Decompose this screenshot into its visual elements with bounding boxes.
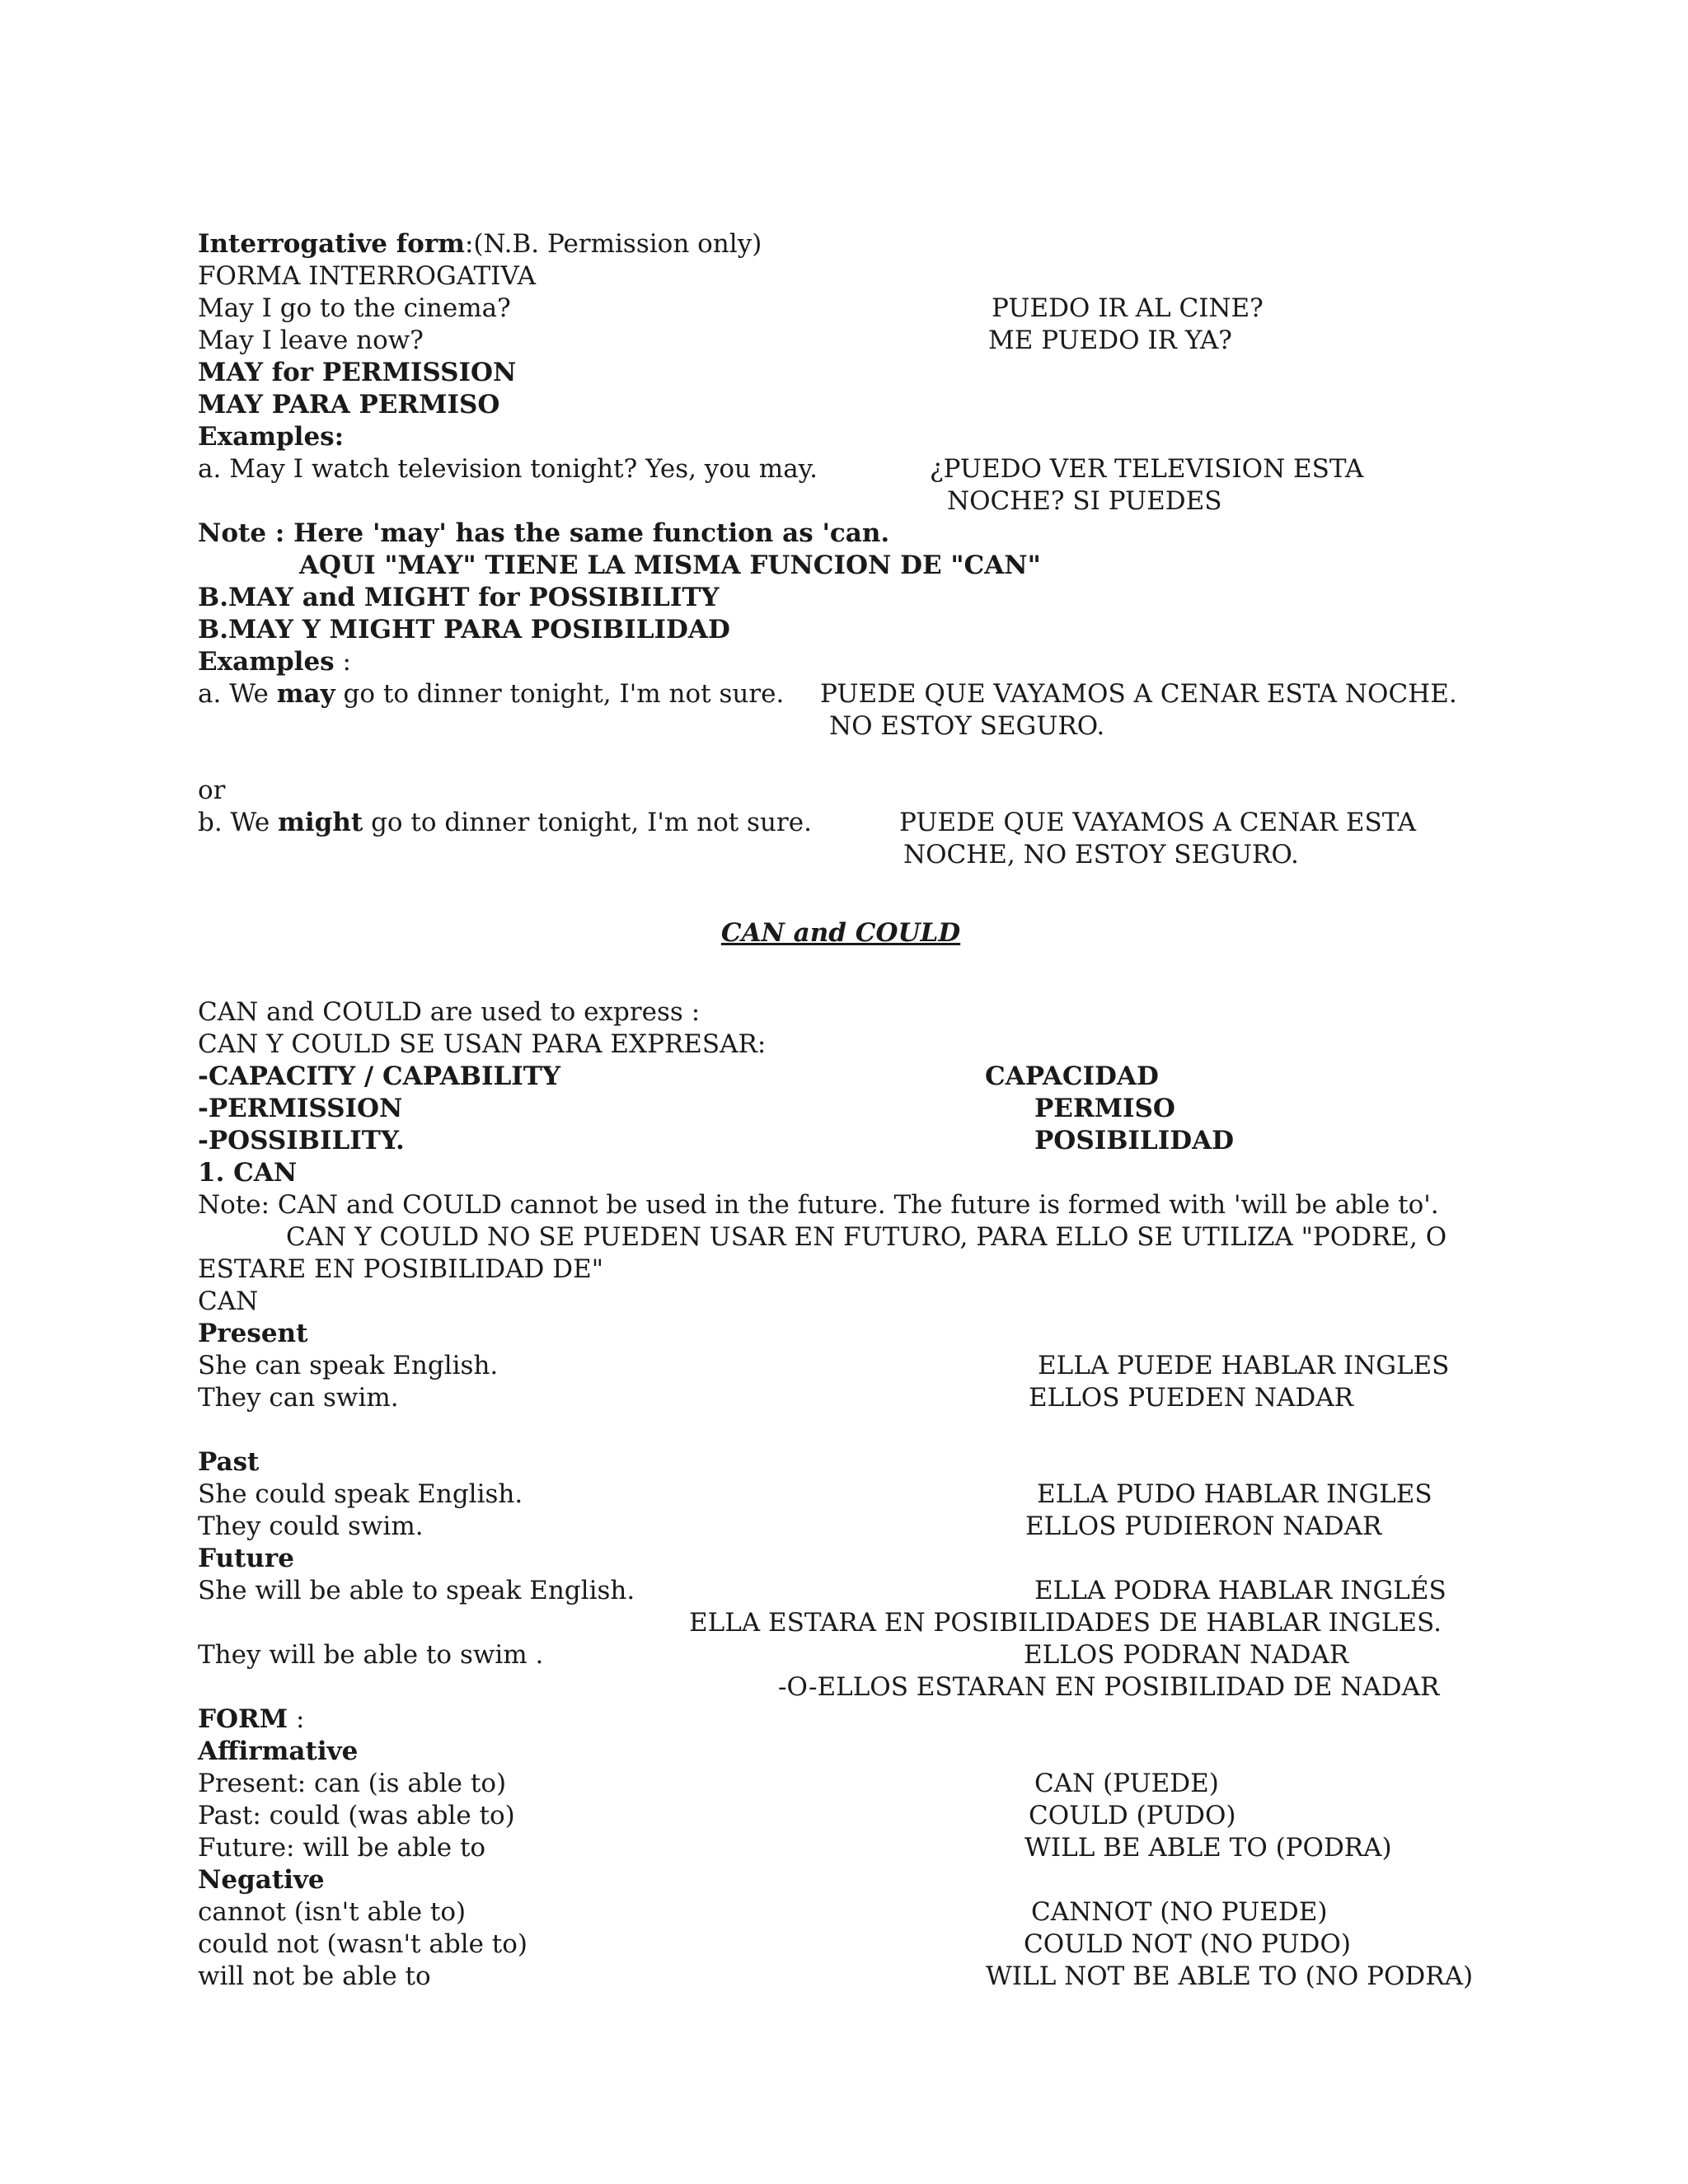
possibility-ex-b-es-2: NOCHE, NO ESTOY SEGURO.	[903, 840, 1299, 869]
future-label: Future	[198, 1544, 294, 1573]
possibility-examples-colon: :	[334, 647, 351, 677]
possibility-ex-a-prefix: a. We	[198, 679, 277, 709]
can-could-note-es-2: ESTARE EN POSIBILIDAD DE"	[198, 1254, 603, 1284]
possibility-examples-word: Examples	[198, 647, 335, 677]
possibility-heading: B.MAY and MIGHT for POSSIBILITY	[198, 583, 720, 612]
may-permission-examples-label: Examples:	[198, 422, 345, 452]
can-could-intro: CAN and COULD are used to express :	[198, 997, 701, 1027]
past-ex2-es: ELLOS PUDIERON NADAR	[1025, 1511, 1382, 1541]
interrogative-heading-es: FORMA INTERROGATIVA	[198, 261, 537, 291]
section-1-can: 1. CAN	[198, 1158, 298, 1188]
possibility-ex-b-suffix: go to dinner tonight, I'm not sure.	[363, 808, 812, 837]
interrogative-ex1-es: PUEDO IR AL CINE?	[992, 293, 1264, 323]
affirmative-present-es: CAN (PUEDE)	[1034, 1769, 1219, 1798]
negative-label: Negative	[198, 1865, 325, 1895]
future-ex2-en: They will be able to swim .	[198, 1640, 544, 1670]
use-possibility-en: -POSSIBILITY.	[198, 1126, 405, 1155]
may-permission-heading-es: MAY PARA PERMISO	[198, 390, 500, 419]
present-ex1-en: She can speak English.	[198, 1351, 499, 1380]
negative-present-es: CANNOT (NO PUEDE)	[1031, 1897, 1328, 1927]
possibility-ex-a-es-1: PUEDE QUE VAYAMOS A CENAR ESTA NOCHE.	[820, 679, 1457, 709]
possibility-ex-b-en	[198, 807, 812, 838]
possibility-ex-a-es-2: NO ESTOY SEGURO.	[829, 711, 1105, 741]
possibility-ex-b-es-1: PUEDE QUE VAYAMOS A CENAR ESTA	[899, 808, 1417, 837]
possibility-or: or	[198, 776, 226, 805]
possibility-ex-b-prefix: b. We	[198, 808, 279, 837]
present-label: Present	[198, 1319, 308, 1348]
can-could-note-es-1: CAN Y COULD NO SE PUEDEN USAR EN FUTURO, PARA ELLO SE UTILIZA "PODRE, O	[286, 1222, 1447, 1252]
present-ex2-es: ELLOS PUEDEN NADAR	[1029, 1383, 1353, 1413]
may-permission-ex-a-en: a. May I watch television tonight? Yes, you may.	[198, 454, 818, 484]
negative-past-es: COULD NOT (NO PUDO)	[1024, 1929, 1351, 1959]
may-permission-ex-a-es-2: NOCHE? SI PUEDES	[947, 486, 1222, 516]
may-permission-ex-a-es-1: ¿PUEDO VER TELEVISION ESTA	[930, 454, 1364, 484]
can-could-title: CAN and COULD	[720, 918, 961, 948]
affirmative-present-en: Present: can (is able to)	[198, 1769, 507, 1798]
negative-past-en: could not (wasn't able to)	[198, 1929, 528, 1959]
future-ex2-es: ELLOS PODRAN NADAR	[1024, 1640, 1349, 1670]
negative-future-en: will not be able to	[198, 1961, 431, 1991]
affirmative-label: Affirmative	[198, 1736, 359, 1766]
future-ex1-es: ELLA PODRA HABLAR INGLÉS	[1034, 1576, 1447, 1605]
can-could-note: Note: CAN and COULD cannot be used in the future. The future is formed with 'will be able to'.	[198, 1190, 1439, 1220]
can-label: CAN	[198, 1286, 259, 1316]
interrogative-heading	[198, 228, 762, 260]
form-label-colon: :	[288, 1704, 305, 1734]
may-permission-note: Note : Here 'may' has the same function as 'can.	[198, 518, 890, 548]
past-ex1-es: ELLA PUDO HABLAR INGLES	[1037, 1479, 1432, 1509]
possibility-examples-label	[198, 646, 351, 677]
past-ex2-en: They could swim.	[198, 1511, 424, 1541]
possibility-ex-b-modal: might	[278, 808, 363, 837]
use-permission-en: -PERMISSION	[198, 1094, 403, 1123]
affirmative-past-es: COULD (PUDO)	[1029, 1801, 1236, 1830]
present-ex2-en: They can swim.	[198, 1383, 399, 1413]
interrogative-ex2-es: ME PUEDO IR YA?	[988, 326, 1232, 355]
may-permission-heading: MAY for PERMISSION	[198, 358, 517, 387]
future-ex1-es-alt: ELLA ESTARA EN POSIBILIDADES DE HABLAR INGLES.	[689, 1608, 1442, 1638]
use-capacity-en: -CAPACITY / CAPABILITY	[198, 1062, 561, 1091]
interrogative-heading-note: :(N.B. Permission only)	[464, 229, 762, 259]
can-could-intro-es: CAN Y COULD SE USAN PARA EXPRESAR:	[198, 1029, 767, 1059]
possibility-ex-a-suffix: go to dinner tonight, I'm not sure.	[335, 679, 785, 709]
present-ex1-es: ELLA PUEDE HABLAR INGLES	[1038, 1351, 1450, 1380]
past-ex1-en: She could speak English.	[198, 1479, 523, 1509]
use-permission-es: PERMISO	[1034, 1094, 1175, 1123]
possibility-ex-a-en	[198, 678, 784, 710]
future-ex1-en: She will be able to speak English.	[198, 1576, 635, 1605]
interrogative-heading-bold: Interrogative form	[198, 229, 465, 259]
affirmative-future-es: WILL BE ABLE TO (PODRA)	[1025, 1833, 1392, 1863]
affirmative-future-en: Future: will be able to	[198, 1833, 486, 1863]
possibility-heading-es: B.MAY Y MIGHT PARA POSIBILIDAD	[198, 615, 730, 644]
interrogative-ex1-en: May I go to the cinema?	[198, 293, 511, 323]
form-label-word: FORM	[198, 1704, 288, 1734]
past-label: Past	[198, 1447, 260, 1477]
affirmative-past-en: Past: could (was able to)	[198, 1801, 515, 1830]
form-label	[198, 1704, 304, 1735]
interrogative-ex2-en: May I leave now?	[198, 326, 424, 355]
may-permission-note-es: AQUI "MAY" TIENE LA MISMA FUNCION DE "CAN"	[299, 551, 1041, 580]
future-ex2-es-alt: -O-ELLOS ESTARAN EN POSIBILIDAD DE NADAR	[778, 1672, 1440, 1702]
possibility-ex-a-modal: may	[276, 679, 335, 709]
use-capacity-es: CAPACIDAD	[985, 1062, 1159, 1091]
negative-future-es: WILL NOT BE ABLE TO (NO PODRA)	[986, 1961, 1474, 1991]
use-possibility-es: POSIBILIDAD	[1034, 1126, 1235, 1155]
negative-present-en: cannot (isn't able to)	[198, 1897, 467, 1927]
